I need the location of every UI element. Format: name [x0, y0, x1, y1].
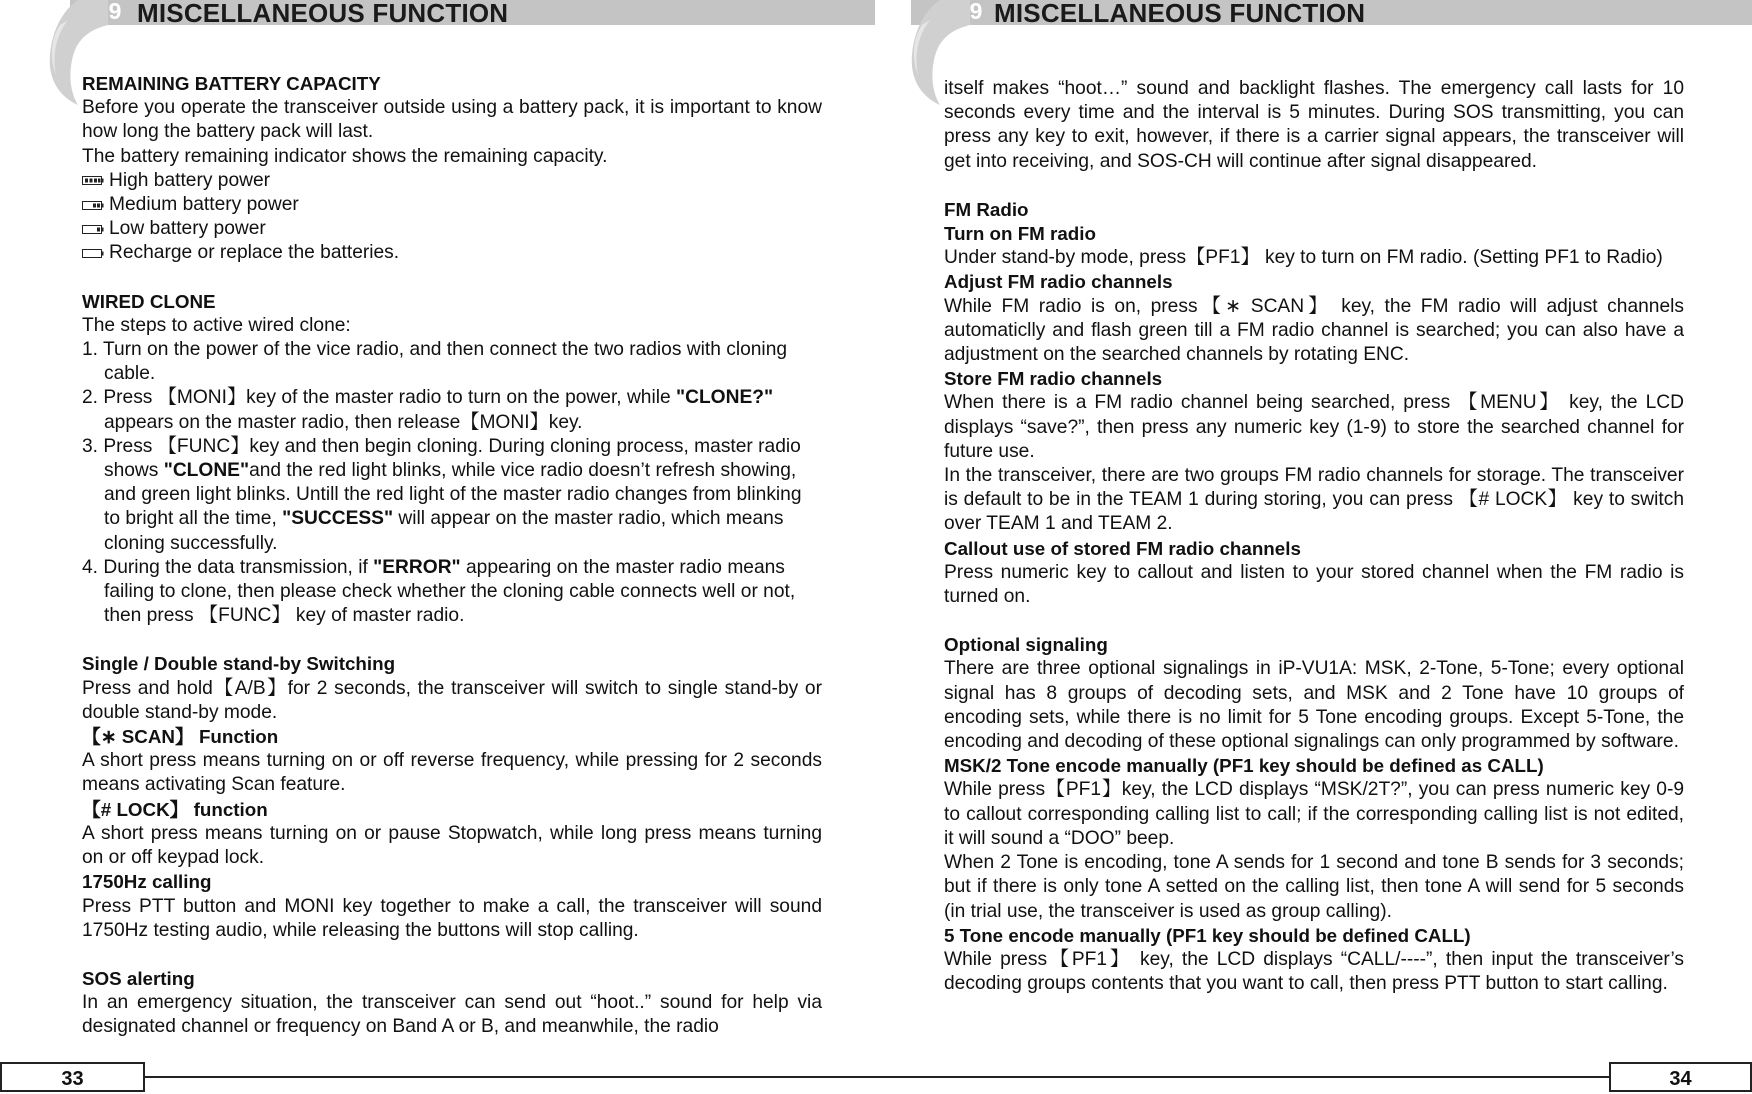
sos-text: In an emergency situation, the transceiver can send out “hoot..” sound for help via designated channel or frequency on Band A or B, and meanwhile, the radio	[82, 992, 822, 1038]
clone-step-4: 4. During the data transmission, if "ERROR" appearing on the master radio means failing to clone, then please check whether the cloning cable connects well or not, then press 【FUNC】 key of master radio.	[82, 556, 796, 627]
page-number: 33	[61, 1068, 84, 1090]
battery-level-low	[82, 217, 822, 241]
chapter-number: 9	[969, 0, 983, 24]
battery-level-label: Low battery power	[109, 218, 266, 240]
sos-continued-text: itself makes “hoot…” sound and backlight flashes. The emergency call lasts for 10 seconds every time and the interval is 5 minutes. During SOS transmitting, you can press any key to exit, however, if there is a carrier signal appears, the transceiver will get into receiving, and SOS-CH will continue after signal disappeared.	[944, 78, 1684, 172]
fm-adjust-text: While FM radio is on, press【∗ SCAN】 key, the FM radio will adjust channels automaticlly and flash green till a FM radio channel is searched; you can also have a adjustment on the searched channels by rotating ENC.	[944, 295, 1684, 366]
fm-turn-on-heading: Turn on FM radio	[944, 223, 1096, 245]
battery-medium-icon	[82, 201, 104, 210]
wired-clone-heading: WIRED CLONE	[82, 290, 216, 312]
lock-heading: 【# LOCK】 function	[82, 798, 268, 820]
page-34	[876, 0, 1752, 1094]
clone-step-1: 1. Turn on the power of the vice radio, and then connect the two radios with cloning cable.	[82, 339, 788, 385]
signaling-text: There are three optional signalings in iP-VU1A: MSK, 2-Tone, 5-Tone; every optional signal has 8 groups of decoding sets, and MSK and 2 Tone have 10 groups of encoding sets, while there is no limit for 5 Tone encoding groups. Except 5-Tone, the encoding and decoding of these optional signalings can only programmed by software.	[944, 658, 1684, 753]
fm-radio-heading: FM Radio	[944, 198, 1029, 220]
page-number: 34	[1669, 1068, 1692, 1090]
battery-paragraph: Before you operate the transceiver outside using a battery pack, it is important to know how long the battery pack will last.	[82, 97, 822, 143]
battery-low-icon	[82, 225, 104, 234]
battery-indicator-note: The battery remaining indicator shows the remaining capacity.	[82, 145, 608, 167]
page-title: MISCELLANEOUS FUNCTION	[137, 0, 509, 28]
lock-text: A short press means turning on or pause Stopwatch, while long press means turning on or off keypad lock.	[82, 822, 822, 869]
battery-level-medium	[82, 193, 822, 217]
scan-text: A short press means turning on or off reverse frequency, while pressing for 2 seconds means activating Scan feature.	[82, 750, 822, 796]
hz-heading: 1750Hz calling	[82, 871, 212, 893]
left-content	[82, 72, 822, 1040]
page-number-box	[1609, 1062, 1752, 1092]
fm-store-text: When there is a FM radio channel being searched, press 【MENU】 key, the LCD displays “save?”, then press any numeric key (1-9) to store the searched channel for future use.	[944, 392, 1684, 462]
clone-step-3: 3. Press 【FUNC】key and then begin cloning. During cloning process, master radio shows "CLONE"and the red light blinks, while vice radio doesn’t refresh showing, and green light blinks. Untill the red light of the master radio changes from blinking to bright all the time, "SUCCESS" will appear on the master radio, which means cloning successfully.	[82, 435, 802, 554]
fm-callout-text: Press numeric key to callout and listen to your stored channel when the FM radio is turned on.	[944, 561, 1684, 608]
standby-text: Press and hold【A/B】for 2 seconds, the transceiver will switch to single stand-by or double stand-by mode.	[82, 677, 822, 723]
battery-level-label: Medium battery power	[109, 194, 299, 216]
two-tone-text: When 2 Tone is encoding, tone A sends for 1 second and tone B sends for 3 seconds; but if there is only tone A setted on the calling list, then tone A will send for 5 seconds (in trial use, the transceiver is used as group calling).	[944, 852, 1684, 922]
right-content	[944, 77, 1684, 996]
fm-store-heading: Store FM radio channels	[944, 368, 1163, 390]
fm-turn-on-text: Under stand-by mode, press【PF1】 key to turn on FM radio. (Setting PF1 to Radio)	[944, 247, 1663, 269]
footer-rule	[145, 1076, 876, 1078]
fm-callout-heading: Callout use of stored FM radio channels	[944, 537, 1301, 559]
wired-clone-intro: The steps to active wired clone:	[82, 314, 351, 336]
page-title: MISCELLANEOUS FUNCTION	[994, 0, 1366, 28]
standby-heading: Single / Double stand-by Switching	[82, 653, 396, 675]
battery-high-icon	[82, 176, 104, 185]
five-tone-text: While press【PF1】 key, the LCD displays “CALL/----”, then input the transceiver’s decoding groups contents that you want to call, then press PTT button to start calling.	[944, 948, 1684, 995]
battery-level-empty	[82, 241, 822, 265]
chapter-number: 9	[108, 0, 122, 24]
five-tone-heading: 5 Tone encode manually (PF1 key should be defined CALL)	[944, 924, 1471, 946]
msk-text: While press【PF1】key, the LCD displays “MSK/2T?”, you can press numeric key 0-9 to callout corresponding calling list to call; if the corresponding calling list is not edited, it will sound a “DOO” beep.	[944, 779, 1684, 849]
sos-heading: SOS alerting	[82, 967, 195, 989]
scan-heading: 【∗ SCAN】 Function	[82, 726, 279, 748]
signaling-heading: Optional signaling	[944, 634, 1108, 656]
msk-heading: MSK/2 Tone encode manually (PF1 key should be defined as CALL)	[944, 755, 1544, 777]
battery-empty-icon	[82, 249, 104, 258]
clone-step-2: 2. Press 【MONI】key of the master radio to turn on the power, while "CLONE?" appears on the master radio, then release【MONI】key.	[82, 387, 774, 433]
battery-level-label: Recharge or replace the batteries.	[109, 242, 400, 264]
battery-level-high	[82, 169, 822, 193]
battery-level-label: High battery power	[109, 169, 271, 191]
page-number-box	[0, 1062, 145, 1092]
hz-text: Press PTT button and MONI key together to make a call, the transceiver will sound 1750Hz testing audio, while releasing the buttons will stop calling.	[82, 895, 822, 941]
battery-heading: REMAINING BATTERY CAPACITY	[82, 73, 381, 94]
fm-groups-text: In the transceiver, there are two groups FM radio channels for storage. The transceiver is default to be in the TEAM 1 during storing, you can press 【# LOCK】 key to switch over TEAM 1 and TEAM 2.	[944, 465, 1684, 535]
footer-rule	[876, 1076, 1609, 1078]
fm-adjust-heading: Adjust FM radio channels	[944, 271, 1173, 293]
